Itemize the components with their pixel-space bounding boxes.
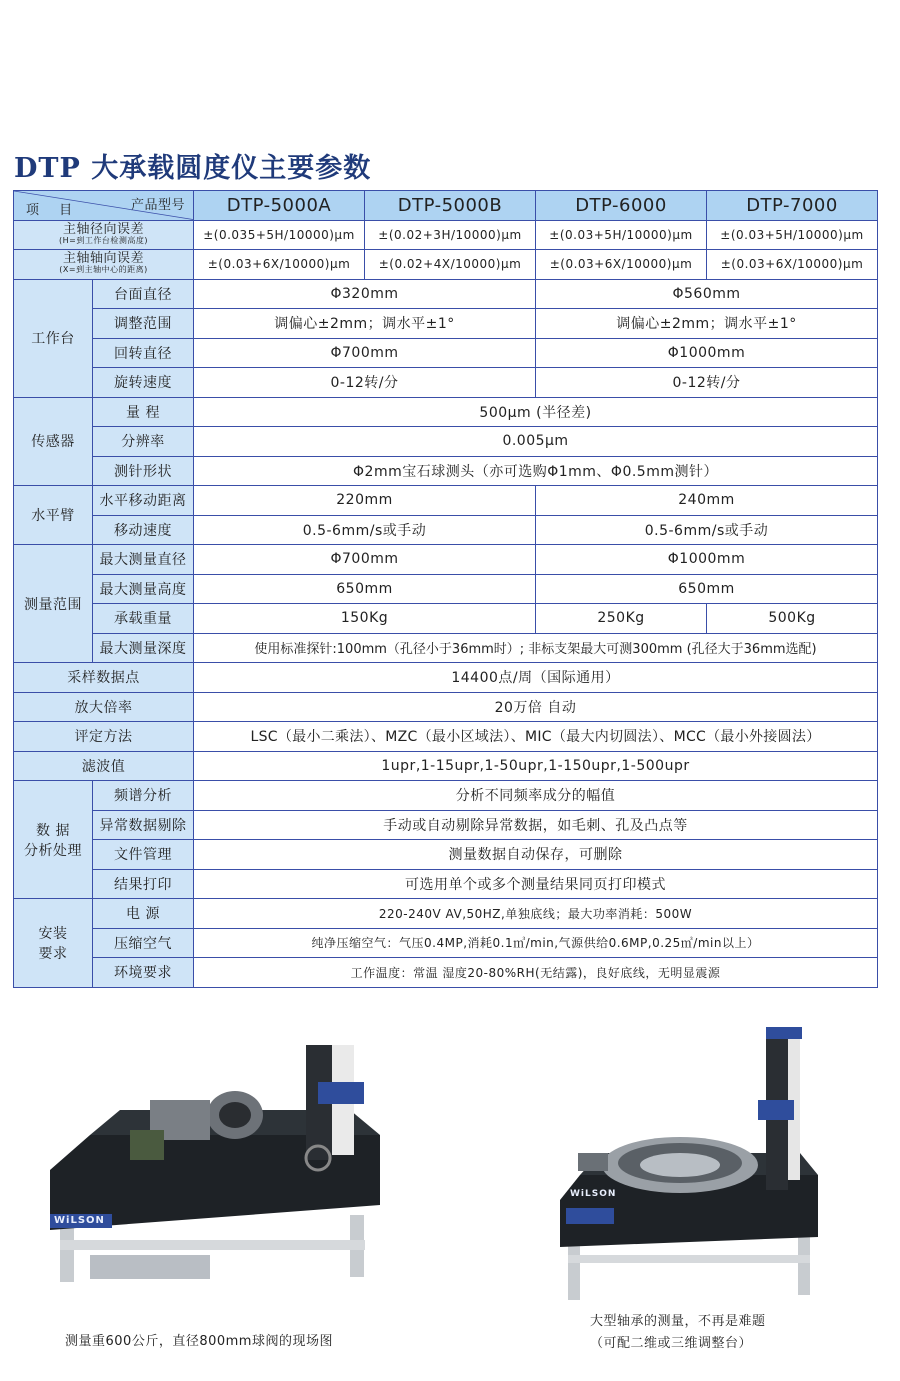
group-install (14, 899, 93, 988)
radial-error-note: (H=到工作台检测高度) (59, 235, 148, 245)
table-cell: 0-12转/分 (194, 368, 536, 398)
table-cell: LSC（最小二乘法）、MZC（最小区域法）、MIC（最大内切圆法）、MCC（最小外接圆法） (194, 722, 878, 752)
machine-photo-right (560, 1025, 840, 1305)
table-cell: 工作温度：常温 湿度20-80%RH(无结露)，良好底线，无明显震源 (194, 958, 878, 988)
model-header: DTP-5000A (194, 191, 365, 221)
group-install-line2: 要求 (38, 945, 68, 962)
caption-left: 测量重600公斤，直径800mm球阀的现场图 (65, 1334, 333, 1349)
table-cell: 分析不同频率成分的幅值 (194, 781, 878, 811)
table-cell: 250Kg (536, 604, 707, 634)
table-cell: 1upr,1-15upr,1-50upr,1-150upr,1-500upr (194, 751, 878, 781)
group-analysis-line1: 数 据 (36, 822, 70, 839)
row-label: 文件管理 (93, 840, 194, 870)
table-cell: ±(0.035+5H/10000)μm (194, 220, 365, 250)
table-cell: 调偏心±2mm；调水平±1° (194, 309, 536, 339)
table-cell: 调偏心±2mm；调水平±1° (536, 309, 878, 339)
page-title: DTP 大承载圆度仪主要参数 (14, 153, 372, 184)
radial-error-title: 主轴径向误差 (62, 221, 144, 237)
model-header: DTP-6000 (536, 191, 707, 221)
table-cell: 20万倍 自动 (194, 692, 878, 722)
row-label: 量 程 (93, 397, 194, 427)
table-cell: 0.005μm (194, 427, 878, 457)
axial-error-note: (X=到主轴中心的距离) (59, 265, 148, 275)
table-cell: Φ1000mm (536, 545, 878, 575)
item-label: 项 目 (26, 202, 81, 218)
row-label: 承载重量 (93, 604, 194, 634)
axial-error-label (14, 250, 194, 280)
product-model-label: 产品型号 (130, 198, 185, 213)
row-label: 调整范围 (93, 309, 194, 339)
row-label: 异常数据剔除 (93, 810, 194, 840)
table-cell: 14400点/周（国际通用） (194, 663, 878, 693)
row-label: 压缩空气 (93, 928, 194, 958)
model-header: DTP-5000B (365, 191, 536, 221)
caption-right-line1: 大型轴承的测量，不再是难题 (590, 1314, 766, 1329)
table-cell: 220mm (194, 486, 536, 516)
table-cell: Φ560mm (536, 279, 878, 309)
table-cell: Φ700mm (194, 338, 536, 368)
table-cell: 500Kg (707, 604, 878, 634)
row-label: 分辨率 (93, 427, 194, 457)
table-cell: 0-12转/分 (536, 368, 878, 398)
row-label: 环境要求 (93, 958, 194, 988)
brand-logo-left: WiLSON (54, 1215, 105, 1226)
table-cell: Φ700mm (194, 545, 536, 575)
table-cell: ±(0.03+5H/10000)μm (536, 220, 707, 250)
table-cell: 150Kg (194, 604, 536, 634)
table-cell: 0.5-6mm/s或手动 (194, 515, 536, 545)
row-label: 结果打印 (93, 869, 194, 899)
group-worktable: 工作台 (14, 279, 93, 397)
table-cell: 240mm (536, 486, 878, 516)
table-cell: 纯净压缩空气：气压0.4MP,消耗0.1㎥/min,气源供给0.6MP,0.25㎥/min以上） (194, 928, 878, 958)
table-cell: ±(0.03+6X/10000)μm (707, 250, 878, 280)
table-cell: ±(0.03+6X/10000)μm (536, 250, 707, 280)
table-cell: Φ1000mm (536, 338, 878, 368)
row-label: 滤波值 (14, 751, 194, 781)
machine-photo-left (50, 1040, 390, 1290)
table-cell: 220-240V AV,50HZ,单独底线；最大功率消耗：500W (194, 899, 878, 929)
row-label: 移动速度 (93, 515, 194, 545)
table-cell: 650mm (536, 574, 878, 604)
table-corner-header (14, 191, 194, 221)
group-arm: 水平臂 (14, 486, 93, 545)
table-cell: Φ320mm (194, 279, 536, 309)
row-label: 最大测量深度 (93, 633, 194, 663)
table-cell: ±(0.03+6X/10000)μm (194, 250, 365, 280)
table-cell: ±(0.03+5H/10000)μm (707, 220, 878, 250)
group-sensor: 传感器 (14, 397, 93, 486)
table-cell: 650mm (194, 574, 536, 604)
row-label: 最大测量直径 (93, 545, 194, 575)
row-label: 评定方法 (14, 722, 194, 752)
table-cell: 0.5-6mm/s或手动 (536, 515, 878, 545)
group-analysis (14, 781, 93, 899)
table-cell: ±(0.02+4X/10000)μm (365, 250, 536, 280)
radial-error-label (14, 220, 194, 250)
axial-error-title: 主轴轴向误差 (62, 251, 144, 267)
row-label: 电 源 (93, 899, 194, 929)
caption-right-line2: （可配二维或三维调整台） (590, 1336, 753, 1351)
row-label: 最大测量高度 (93, 574, 194, 604)
table-cell: Φ2mm宝石球测头（亦可选购Φ1mm、Φ0.5mm测针） (194, 456, 878, 486)
group-install-line1: 安装 (38, 925, 68, 942)
row-label: 测针形状 (93, 456, 194, 486)
table-cell: 500μm (半径差) (194, 397, 878, 427)
table-cell: 测量数据自动保存，可删除 (194, 840, 878, 870)
row-label: 旋转速度 (93, 368, 194, 398)
table-cell: 可选用单个或多个测量结果同页打印模式 (194, 869, 878, 899)
table-cell: ±(0.02+3H/10000)μm (365, 220, 536, 250)
brand-logo-right: WiLSON (570, 1189, 617, 1199)
table-cell: 使用标准探针:100mm（孔径小于36mm时）; 非标支架最大可测300mm (孔径大于36mm选配) (194, 633, 878, 663)
row-label: 采样数据点 (14, 663, 194, 693)
group-analysis-line2: 分析处理 (24, 842, 82, 859)
group-measure: 测量范围 (14, 545, 93, 663)
row-label: 放大倍率 (14, 692, 194, 722)
spec-table (13, 190, 878, 988)
table-cell: 手动或自动剔除异常数据，如毛刺、孔及凸点等 (194, 810, 878, 840)
row-label: 台面直径 (93, 279, 194, 309)
row-label: 回转直径 (93, 338, 194, 368)
model-header: DTP-7000 (707, 191, 878, 221)
row-label: 频谱分析 (93, 781, 194, 811)
row-label: 水平移动距离 (93, 486, 194, 516)
